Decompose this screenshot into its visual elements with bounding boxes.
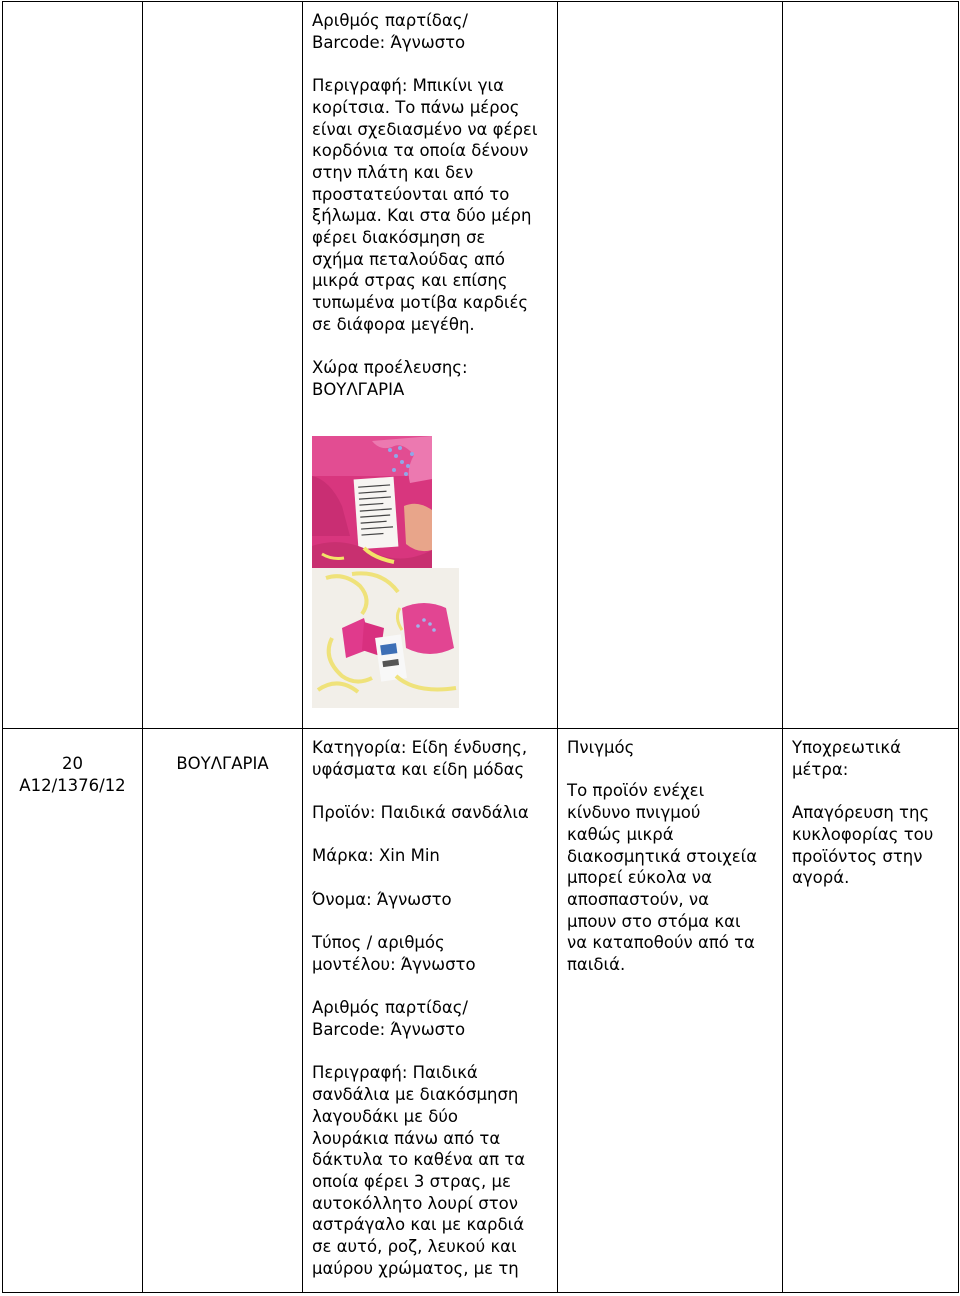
description-line: ξήλωμα. Και στα δύο μέρη [312, 206, 532, 226]
measures-label-line: μέτρα: [792, 759, 849, 779]
notification-reference: A12/1376/12 [19, 775, 126, 795]
risk-line: να καταποθούν από τα [567, 933, 755, 953]
description-line: σανδάλια με διακόσμηση [312, 1085, 519, 1105]
risk-line: αποσπαστούν, να [567, 889, 710, 909]
cell-country-19 [143, 2, 303, 729]
description-line: κορίτσια. Το πάνω μέρος [312, 97, 520, 117]
cell-measures-19 [783, 2, 959, 729]
product-category [312, 737, 551, 780]
cell-number-19 [3, 2, 143, 729]
product-model [312, 932, 551, 975]
description-line: αστράγαλο και με καρδιά [312, 1215, 525, 1235]
description-line: προστατεύονται από το [312, 184, 510, 204]
product-description [312, 1062, 551, 1279]
description-line: στην πλάτη και δεν [312, 162, 474, 182]
product-name: Όνομα: Άγνωστο [312, 889, 452, 909]
batch-info [312, 10, 551, 53]
batch-label: Αριθμός παρτίδας/ [312, 11, 468, 30]
risk-line: παιδιά. [567, 955, 626, 975]
product-bikini-photo [312, 568, 459, 708]
model-line: μοντέλου: Άγνωστο [312, 954, 476, 974]
description-line: Περιγραφή: Μπικίνι για [312, 76, 504, 96]
description-line: σε αυτό, ροζ, λευκού και [312, 1237, 517, 1257]
description-line: είναι σχεδιασμένο να φέρει [312, 119, 538, 139]
measures-line: κυκλοφορίας του [792, 824, 934, 844]
cell-risk-20 [558, 729, 783, 1293]
risk-line: καθώς μικρά [567, 824, 674, 844]
cell-risk-19 [558, 2, 783, 729]
batch-value: Barcode: Άγνωστο [312, 32, 466, 52]
description-line: Περιγραφή: Παιδικά [312, 1063, 478, 1083]
measures-line: Απαγόρευση της [792, 803, 930, 823]
risk-line: Το προϊόν ενέχει [567, 781, 705, 801]
origin-info [312, 357, 551, 400]
risk-line: διακοσμητικά στοιχεία [567, 846, 758, 866]
description-line: αυτοκόλλητο λουρί στον [312, 1193, 518, 1213]
cell-country-20 [143, 729, 303, 1293]
description-line: τυπωμένα μοτίβα καρδιές [312, 293, 529, 313]
description-line: δάκτυλα το καθένα απ τα [312, 1150, 526, 1170]
description-line: σε διάφορα μεγέθη. [312, 314, 475, 334]
product-brand: Μάρκα: Xin Min [312, 846, 440, 866]
description-line: οποία φέρει 3 στρας, με [312, 1171, 511, 1191]
measures-text [792, 802, 952, 889]
category-line: υφάσματα και είδη μόδας [312, 759, 525, 779]
category-line: Κατηγορία: Είδη ένδυσης, [312, 738, 528, 757]
cell-product-19 [303, 2, 558, 729]
measures-label-line: Υποχρεωτικά [792, 738, 901, 757]
measures-line: αγορά. [792, 868, 850, 888]
notification-number: 20 [62, 754, 83, 773]
product-description [312, 75, 551, 335]
measures-line: προϊόντος στην [792, 846, 923, 866]
description-line: λαγουδάκι με δύο [312, 1106, 458, 1126]
table-row-20 [3, 729, 959, 1293]
risk-line: μπουν στο στόμα και [567, 911, 741, 931]
cell-number-20 [3, 729, 143, 1293]
model-line: Τύπος / αριθμός [312, 933, 445, 953]
batch-info [312, 997, 551, 1040]
measures-label [792, 737, 952, 780]
batch-value: Barcode: Άγνωστο [312, 1020, 466, 1040]
risk-description [567, 780, 776, 975]
description-line: κορδόνια τα οποία δένουν [312, 141, 529, 161]
origin-label: Χώρα προέλευσης: [312, 358, 468, 378]
risk-line: κίνδυνο πνιγμού [567, 803, 701, 823]
table-row-19 [3, 2, 959, 729]
product-type: Προϊόν: Παιδικά σανδάλια [312, 803, 529, 823]
cell-measures-20 [783, 729, 959, 1293]
description-line: λουράκια πάνω από τα [312, 1128, 501, 1148]
risk-line: μπορεί εύκολα να [567, 868, 713, 888]
description-line: σχήμα πεταλούδας από [312, 249, 505, 269]
product-label-photo [312, 436, 432, 568]
rapex-table [2, 1, 959, 1293]
notifying-country: ΒΟΥΛΓΑΡΙΑ [176, 754, 269, 773]
cell-product-20 [303, 729, 558, 1293]
risk-type: Πνιγμός [567, 738, 635, 757]
batch-label: Αριθμός παρτίδας/ [312, 998, 468, 1018]
origin-value: ΒΟΥΛΓΑΡΙΑ [312, 379, 405, 399]
description-line: μικρά στρας και επίσης [312, 271, 508, 291]
description-line: μαύρου χρώματος, με τη [312, 1258, 519, 1278]
description-line: φέρει διακόσμηση σε [312, 228, 486, 248]
